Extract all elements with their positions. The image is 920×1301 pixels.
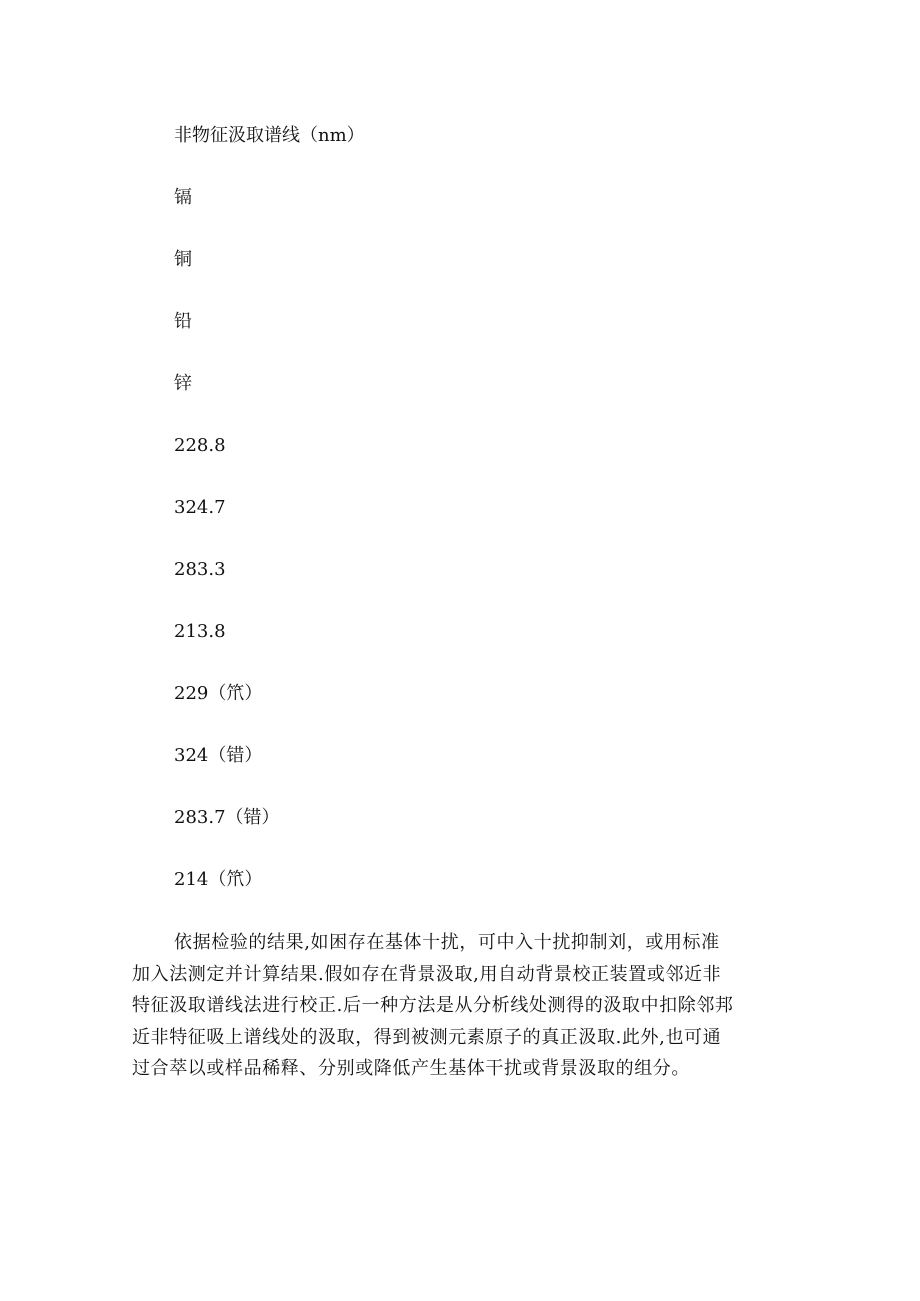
element-lead: 铅: [174, 311, 192, 332]
wavelength-lead: 283.3: [174, 559, 226, 580]
wavelength-cadmium: 228.8: [174, 435, 226, 456]
body-paragraph: [132, 927, 792, 1085]
element-cadmium: 镉: [174, 187, 192, 208]
wavelength-zinc: 213.8: [174, 621, 226, 642]
paragraph-line: 近非特征吸上谱线处的汲取，得到被测元素原子的真正汲取.此外,也可通: [132, 1026, 722, 1048]
paragraph-line: 特征汲取谱线法进行校正.后一种方法是从分析线处测得的汲取中扣除邻邦: [132, 995, 734, 1016]
non-characteristic-line-copper: 324（错）: [174, 745, 263, 766]
wavelength-copper: 324.7: [174, 497, 226, 518]
element-copper: 铜: [174, 249, 192, 270]
paragraph-line: 加入法测定并计算结果.假如存在背景汲取,用自动背景校正装置或邻近非: [132, 963, 722, 985]
non-characteristic-line-zinc: 214（笊）: [174, 869, 263, 890]
paragraph-line: 过合萃以或样品稀释、分别或降低产生基体干扰或背景汲取的组分。: [132, 1058, 690, 1079]
table-heading: 非物征汲取谱线（nm）: [174, 125, 365, 146]
spectral-line-list: [174, 120, 365, 926]
non-characteristic-line-cadmium: 229（笊）: [174, 683, 263, 704]
non-characteristic-line-lead: 283.7（错）: [174, 807, 280, 828]
element-zinc: 锌: [174, 373, 192, 394]
paragraph-line: 依据检验的结果,如困存在基体十扰，可中入十扰抑制刘，或用标准: [174, 932, 720, 953]
